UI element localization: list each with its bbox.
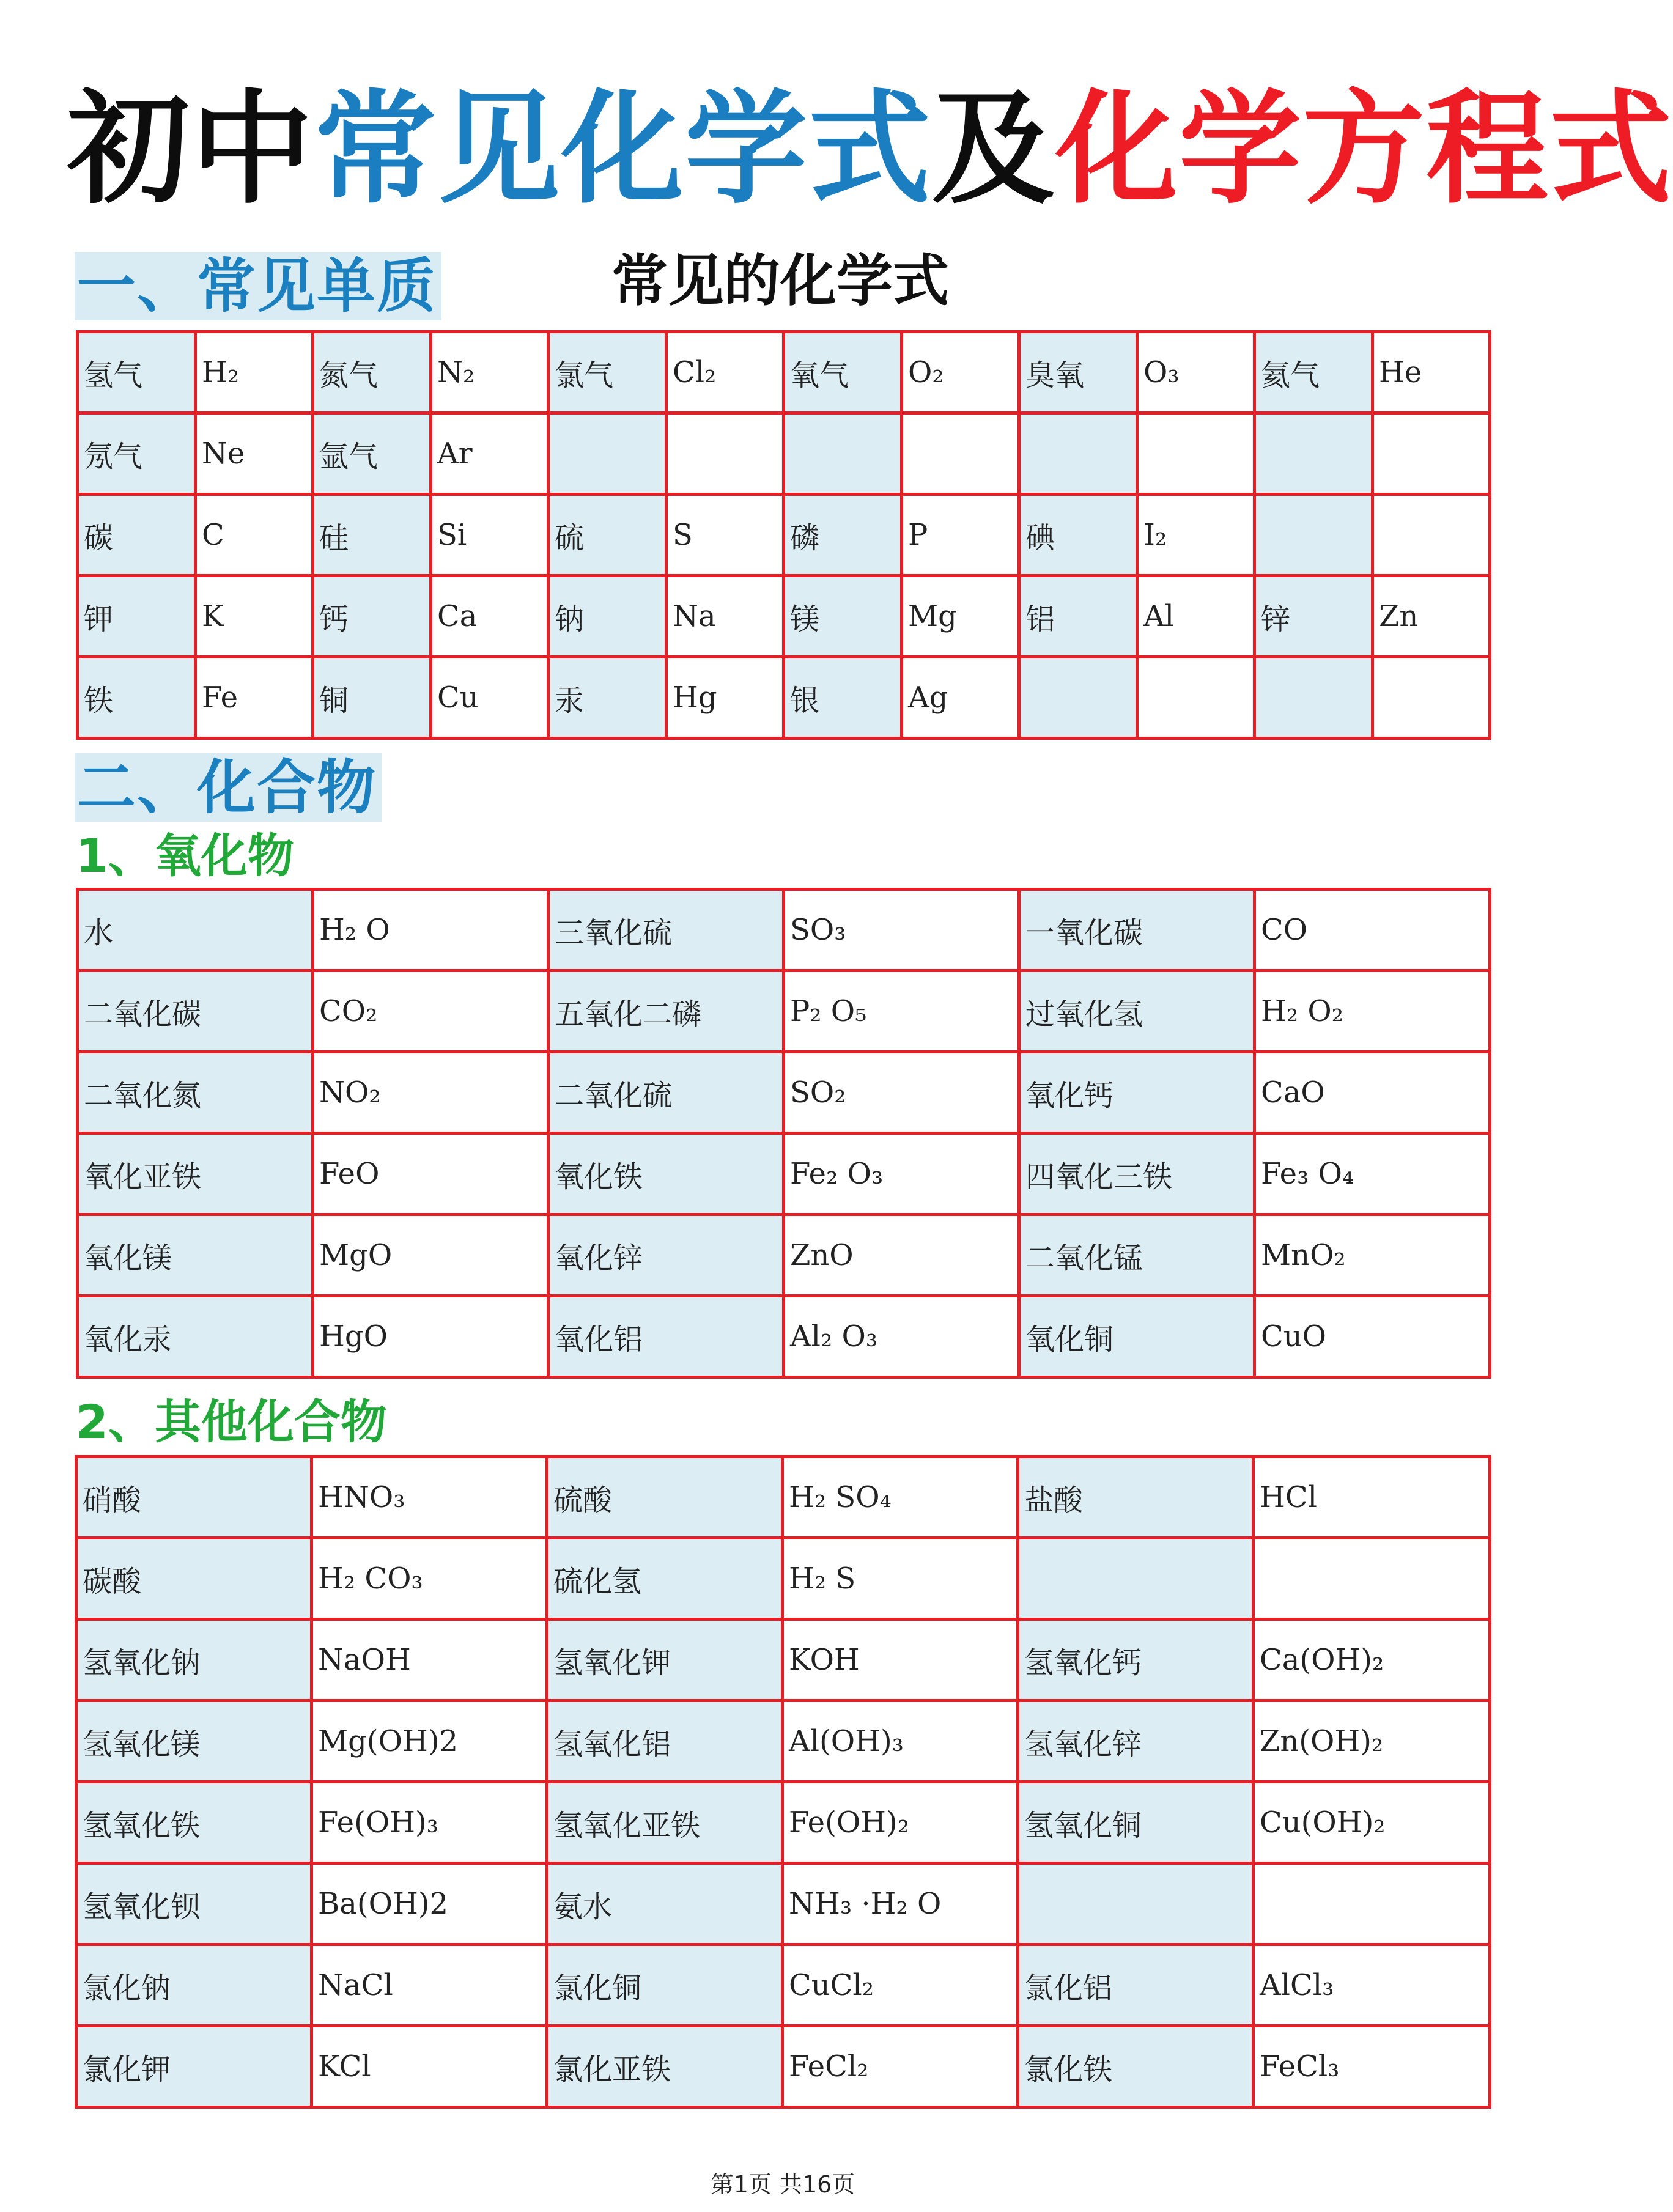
substance-name-cell: 水 [78, 890, 313, 971]
formula-cell: N₂ [431, 332, 548, 413]
formula-cell: SO₂ [784, 1052, 1019, 1134]
substance-name-cell: 钾 [78, 576, 196, 657]
formula-cell: Si [431, 495, 548, 576]
formula-cell: Zn(OH)₂ [1254, 1701, 1490, 1782]
substance-name-cell: 二氧化碳 [78, 971, 313, 1052]
page-title [67, 78, 1673, 221]
substance-name-cell: 氢氧化铁 [76, 1782, 312, 1864]
substance-name-cell: 氖气 [78, 413, 196, 495]
formula-cell: NaOH [312, 1620, 547, 1701]
substance-name-cell: 过氧化氢 [1019, 971, 1255, 1052]
formula-cell [1373, 495, 1490, 576]
formula-cell: KCl [312, 2026, 547, 2107]
substance-name-cell: 硫 [548, 495, 667, 576]
formula-cell: ZnO [784, 1215, 1019, 1296]
substance-name-cell: 镁 [784, 576, 902, 657]
formula-cell: FeCl₂ [783, 2026, 1018, 2107]
formula-cell: Ag [902, 657, 1019, 739]
table-row [76, 1945, 1490, 2026]
substance-name-cell: 氨水 [547, 1864, 783, 1945]
substance-name-cell: 铜 [313, 657, 431, 739]
formula-cell: SO₃ [784, 890, 1019, 971]
substance-name-cell: 氯化铜 [547, 1945, 783, 2026]
substance-name-cell: 氧化汞 [78, 1296, 313, 1377]
formula-cell: NaCl [312, 1945, 547, 2026]
table-row [76, 1864, 1490, 1945]
table-row [76, 1457, 1490, 1538]
title-part-4: 化学方程式 [1055, 78, 1673, 221]
formula-cell: Ca [431, 576, 548, 657]
substance-name-cell: 一氧化碳 [1019, 890, 1255, 971]
substance-name-cell: 臭氧 [1019, 332, 1137, 413]
substance-name-cell: 氢氧化钡 [76, 1864, 312, 1945]
substance-name-cell: 氧化铁 [548, 1134, 784, 1215]
formula-cell: Fe₂ O₃ [784, 1134, 1019, 1215]
substance-name-cell: 氯化钾 [76, 2026, 312, 2107]
substance-name-cell: 氢氧化钾 [547, 1620, 783, 1701]
substance-name-cell: 氩气 [313, 413, 431, 495]
substance-name-cell: 汞 [548, 657, 667, 739]
formula-cell: Fe₃ O₄ [1255, 1134, 1490, 1215]
table-row [78, 890, 1490, 971]
formula-cell: FeCl₃ [1254, 2026, 1490, 2107]
substance-name-cell: 硅 [313, 495, 431, 576]
substance-name-cell: 钠 [548, 576, 667, 657]
substance-name-cell: 碳 [78, 495, 196, 576]
formula-cell: S [667, 495, 784, 576]
substance-name-cell: 二氧化锰 [1019, 1215, 1255, 1296]
substance-name-cell: 氢氧化镁 [76, 1701, 312, 1782]
substance-name-cell: 硝酸 [76, 1457, 312, 1538]
formula-cell: Hg [667, 657, 784, 739]
formula-cell: Mg(OH)2 [312, 1701, 547, 1782]
formula-cell [667, 413, 784, 495]
substance-name-cell: 氧化亚铁 [78, 1134, 313, 1215]
table-row [78, 1052, 1490, 1134]
substance-name-cell [1018, 1538, 1254, 1620]
formula-cell: HgO [313, 1296, 548, 1377]
table-row [76, 1782, 1490, 1864]
substance-name-cell: 氢氧化钠 [76, 1620, 312, 1701]
formula-cell: CaO [1255, 1052, 1490, 1134]
substance-name-cell: 氦气 [1255, 332, 1373, 413]
title-part-1: 初中 [67, 78, 315, 221]
substance-name-cell [1018, 1864, 1254, 1945]
substance-name-cell: 四氧化三铁 [1019, 1134, 1255, 1215]
section-heading-elements: 一、常见单质 [75, 252, 441, 320]
substance-name-cell [548, 413, 667, 495]
formula-cell: Fe(OH)₂ [783, 1782, 1018, 1864]
formula-cell: Ba(OH)2 [312, 1864, 547, 1945]
formula-cell [1254, 1538, 1490, 1620]
substance-name-cell [784, 413, 902, 495]
title-part-2: 常见化学式 [314, 78, 933, 221]
table-row [78, 971, 1490, 1052]
substance-name-cell: 氢氧化铝 [547, 1701, 783, 1782]
formula-cell: C [196, 495, 313, 576]
table-row [78, 332, 1490, 413]
substance-name-cell: 氢氧化亚铁 [547, 1782, 783, 1864]
substance-name-cell: 铝 [1019, 576, 1137, 657]
table-row [78, 1215, 1490, 1296]
table-row [76, 1701, 1490, 1782]
substance-name-cell: 铁 [78, 657, 196, 739]
formula-cell: Mg [902, 576, 1019, 657]
formula-cell: Al₂ O₃ [784, 1296, 1019, 1377]
section-heading-compounds: 二、化合物 [75, 753, 382, 822]
substance-name-cell: 氯化铝 [1018, 1945, 1254, 2026]
substance-name-cell: 氧化锌 [548, 1215, 784, 1296]
table-row [76, 1620, 1490, 1701]
substance-name-cell: 氧气 [784, 332, 902, 413]
formula-cell: I₂ [1137, 495, 1255, 576]
formula-cell: HCl [1254, 1457, 1490, 1538]
substance-name-cell: 氯化钠 [76, 1945, 312, 2026]
formula-cell: Ar [431, 413, 548, 495]
formula-cell: Zn [1373, 576, 1490, 657]
formula-cell [902, 413, 1019, 495]
formula-cell [1137, 413, 1255, 495]
formula-cell: Na [667, 576, 784, 657]
substance-name-cell: 氮气 [313, 332, 431, 413]
substance-name-cell: 氧化铝 [548, 1296, 784, 1377]
formula-cell: FeO [313, 1134, 548, 1215]
substance-name-cell: 氧化钙 [1019, 1052, 1255, 1134]
formula-cell: Al [1137, 576, 1255, 657]
formula-cell: He [1373, 332, 1490, 413]
substance-name-cell: 氧化镁 [78, 1215, 313, 1296]
substance-name-cell: 钙 [313, 576, 431, 657]
oxides-table [76, 888, 1491, 1379]
substance-name-cell: 氯化铁 [1018, 2026, 1254, 2107]
formula-cell: H₂ O [313, 890, 548, 971]
table-row [78, 495, 1490, 576]
formula-cell: Al(OH)₃ [783, 1701, 1018, 1782]
formula-cell: HNO₃ [312, 1457, 547, 1538]
formula-cell: P [902, 495, 1019, 576]
substance-name-cell [1019, 657, 1137, 739]
formula-cell [1373, 413, 1490, 495]
formula-cell: Cu [431, 657, 548, 739]
substance-name-cell: 氢气 [78, 332, 196, 413]
formula-cell: K [196, 576, 313, 657]
formula-cell: O₂ [902, 332, 1019, 413]
table-row [78, 1134, 1490, 1215]
substance-name-cell [1019, 413, 1137, 495]
formula-cell: H₂ O₂ [1255, 971, 1490, 1052]
formula-cell: CuO [1255, 1296, 1490, 1377]
formula-cell: NO₂ [313, 1052, 548, 1134]
substance-name-cell: 氧化铜 [1019, 1296, 1255, 1377]
formula-cell: Cu(OH)₂ [1254, 1782, 1490, 1864]
subsection-heading-oxides: 1、氧化物 [76, 828, 294, 883]
substance-name-cell [1255, 495, 1373, 576]
formula-cell: P₂ O₅ [784, 971, 1019, 1052]
table-row [76, 1538, 1490, 1620]
elements-table [76, 330, 1491, 740]
substance-name-cell: 银 [784, 657, 902, 739]
substance-name-cell: 五氧化二磷 [548, 971, 784, 1052]
formula-cell: CuCl₂ [783, 1945, 1018, 2026]
substance-name-cell: 盐酸 [1018, 1457, 1254, 1538]
subsection-heading-others: 2、其他化合物 [76, 1395, 387, 1449]
substance-name-cell: 碳酸 [76, 1538, 312, 1620]
substance-name-cell: 三氧化硫 [548, 890, 784, 971]
formula-cell: CO [1255, 890, 1490, 971]
formula-cell: H₂ S [783, 1538, 1018, 1620]
substance-name-cell: 二氧化硫 [548, 1052, 784, 1134]
formula-cell [1254, 1864, 1490, 1945]
formula-cell: Ne [196, 413, 313, 495]
page-footer: 第1页 共16页 [710, 2171, 855, 2198]
substance-name-cell [1255, 413, 1373, 495]
substance-name-cell: 氯化亚铁 [547, 2026, 783, 2107]
center-subtitle: 常见的化学式 [611, 248, 950, 314]
substance-name-cell: 磷 [784, 495, 902, 576]
formula-cell [1373, 657, 1490, 739]
formula-cell [1137, 657, 1255, 739]
table-row [76, 2026, 1490, 2107]
formula-cell: Ca(OH)₂ [1254, 1620, 1490, 1701]
formula-cell: KOH [783, 1620, 1018, 1701]
others-table [75, 1455, 1491, 2109]
title-part-3: 及 [932, 78, 1056, 221]
substance-name-cell: 氢氧化锌 [1018, 1701, 1254, 1782]
substance-name-cell: 氯气 [548, 332, 667, 413]
substance-name-cell: 氢氧化钙 [1018, 1620, 1254, 1701]
formula-cell: MgO [313, 1215, 548, 1296]
formula-cell: H₂ CO₃ [312, 1538, 547, 1620]
table-row [78, 413, 1490, 495]
formula-cell: H₂ [196, 332, 313, 413]
table-row [78, 1296, 1490, 1377]
substance-name-cell: 二氧化氮 [78, 1052, 313, 1134]
formula-cell: Fe(OH)₃ [312, 1782, 547, 1864]
substance-name-cell: 硫化氢 [547, 1538, 783, 1620]
substance-name-cell: 碘 [1019, 495, 1137, 576]
formula-cell: Fe [196, 657, 313, 739]
substance-name-cell [1255, 657, 1373, 739]
formula-cell: O₃ [1137, 332, 1255, 413]
formula-cell: H₂ SO₄ [783, 1457, 1018, 1538]
formula-cell: MnO₂ [1255, 1215, 1490, 1296]
table-row [78, 657, 1490, 739]
substance-name-cell: 锌 [1255, 576, 1373, 657]
formula-cell: CO₂ [313, 971, 548, 1052]
substance-name-cell: 硫酸 [547, 1457, 783, 1538]
table-row [78, 576, 1490, 657]
formula-cell: Cl₂ [667, 332, 784, 413]
formula-cell: AlCl₃ [1254, 1945, 1490, 2026]
substance-name-cell: 氢氧化铜 [1018, 1782, 1254, 1864]
formula-cell: NH₃ ·H₂ O [783, 1864, 1018, 1945]
